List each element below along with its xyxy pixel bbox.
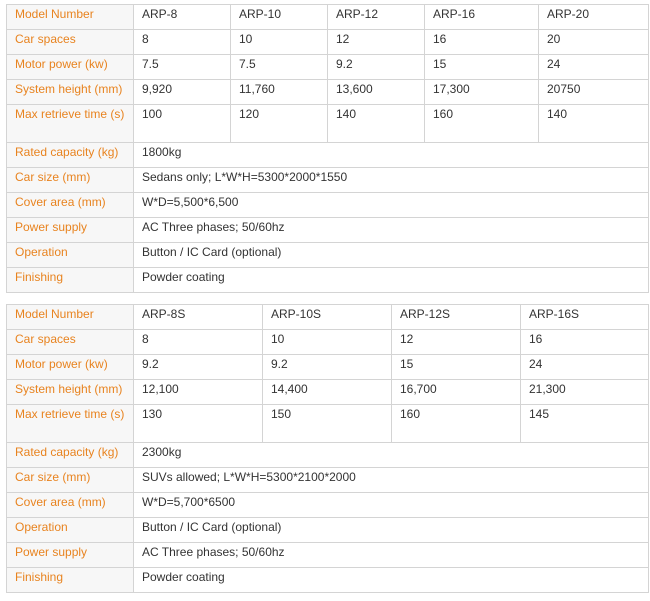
cell: 140 <box>539 105 649 143</box>
table-row <box>7 330 649 355</box>
table-row <box>7 5 649 30</box>
cell: 13,600 <box>328 80 425 105</box>
table-row <box>7 493 649 518</box>
cell: ARP-16S <box>521 305 649 330</box>
cell: 17,300 <box>425 80 539 105</box>
spec-table-suv <box>6 304 649 593</box>
table-row <box>7 443 649 468</box>
cell: 10 <box>231 30 328 55</box>
cell: ARP-12 <box>328 5 425 30</box>
table-row <box>7 105 649 143</box>
cell: 16 <box>425 30 539 55</box>
table-row <box>7 30 649 55</box>
table-row <box>7 355 649 380</box>
cell: Sedans only; L*W*H=5300*2000*1550 <box>134 168 649 193</box>
row-label: Finishing <box>7 268 134 293</box>
cell: 12,100 <box>134 380 263 405</box>
cell: 20750 <box>539 80 649 105</box>
cell: 16 <box>521 330 649 355</box>
cell: 10 <box>263 330 392 355</box>
cell: ARP-16 <box>425 5 539 30</box>
row-label: Rated capacity (kg) <box>7 143 134 168</box>
cell: 14,400 <box>263 380 392 405</box>
table-row <box>7 380 649 405</box>
row-label: Max retrieve time (s) <box>7 105 134 143</box>
cell: 12 <box>328 30 425 55</box>
row-label: Finishing <box>7 568 134 593</box>
cell: ARP-10 <box>231 5 328 30</box>
spec-table-standard <box>6 4 649 293</box>
row-label: Car spaces <box>7 330 134 355</box>
cell: AC Three phases; 50/60hz <box>134 543 649 568</box>
cell: 16,700 <box>392 380 521 405</box>
cell: ARP-8 <box>134 5 231 30</box>
row-label: Car size (mm) <box>7 468 134 493</box>
cell: 11,760 <box>231 80 328 105</box>
cell: W*D=5,700*6500 <box>134 493 649 518</box>
cell: Button / IC Card (optional) <box>134 243 649 268</box>
row-label: Cover area (mm) <box>7 493 134 518</box>
cell: Button / IC Card (optional) <box>134 518 649 543</box>
row-label: Power supply <box>7 218 134 243</box>
table-row <box>7 168 649 193</box>
row-label: System height (mm) <box>7 80 134 105</box>
row-label: Operation <box>7 243 134 268</box>
table-row <box>7 218 649 243</box>
cell: 7.5 <box>231 55 328 80</box>
table-row <box>7 405 649 443</box>
table-row <box>7 243 649 268</box>
cell: 15 <box>425 55 539 80</box>
cell: W*D=5,500*6,500 <box>134 193 649 218</box>
row-label: Motor power (kw) <box>7 355 134 380</box>
cell: 145 <box>521 405 649 443</box>
cell: ARP-12S <box>392 305 521 330</box>
table-row <box>7 193 649 218</box>
cell: 120 <box>231 105 328 143</box>
row-label: System height (mm) <box>7 380 134 405</box>
cell: 160 <box>392 405 521 443</box>
cell: 7.5 <box>134 55 231 80</box>
cell: 9.2 <box>134 355 263 380</box>
table-row <box>7 143 649 168</box>
cell: 160 <box>425 105 539 143</box>
row-label: Model Number <box>7 305 134 330</box>
cell: 21,300 <box>521 380 649 405</box>
row-label: Operation <box>7 518 134 543</box>
cell: 140 <box>328 105 425 143</box>
cell: 1800kg <box>134 143 649 168</box>
table-row <box>7 568 649 593</box>
cell: 150 <box>263 405 392 443</box>
cell: SUVs allowed; L*W*H=5300*2100*2000 <box>134 468 649 493</box>
table-row <box>7 268 649 293</box>
row-label: Model Number <box>7 5 134 30</box>
table-row <box>7 543 649 568</box>
table-row <box>7 305 649 330</box>
cell: 15 <box>392 355 521 380</box>
cell: ARP-20 <box>539 5 649 30</box>
row-label: Cover area (mm) <box>7 193 134 218</box>
row-label: Power supply <box>7 543 134 568</box>
cell: 20 <box>539 30 649 55</box>
cell: 100 <box>134 105 231 143</box>
cell: Powder coating <box>134 268 649 293</box>
row-label: Rated capacity (kg) <box>7 443 134 468</box>
cell: 9,920 <box>134 80 231 105</box>
cell: 9.2 <box>263 355 392 380</box>
cell: AC Three phases; 50/60hz <box>134 218 649 243</box>
cell: 130 <box>134 405 263 443</box>
table-row <box>7 80 649 105</box>
cell: ARP-10S <box>263 305 392 330</box>
cell: 24 <box>521 355 649 380</box>
cell: 9.2 <box>328 55 425 80</box>
row-label: Car spaces <box>7 30 134 55</box>
row-label: Car size (mm) <box>7 168 134 193</box>
cell: 8 <box>134 330 263 355</box>
table-row <box>7 518 649 543</box>
row-label: Motor power (kw) <box>7 55 134 80</box>
cell: ARP-8S <box>134 305 263 330</box>
cell: 24 <box>539 55 649 80</box>
cell: 12 <box>392 330 521 355</box>
row-label: Max retrieve time (s) <box>7 405 134 443</box>
cell: Powder coating <box>134 568 649 593</box>
cell: 2300kg <box>134 443 649 468</box>
cell: 8 <box>134 30 231 55</box>
table-row <box>7 468 649 493</box>
table-row <box>7 55 649 80</box>
